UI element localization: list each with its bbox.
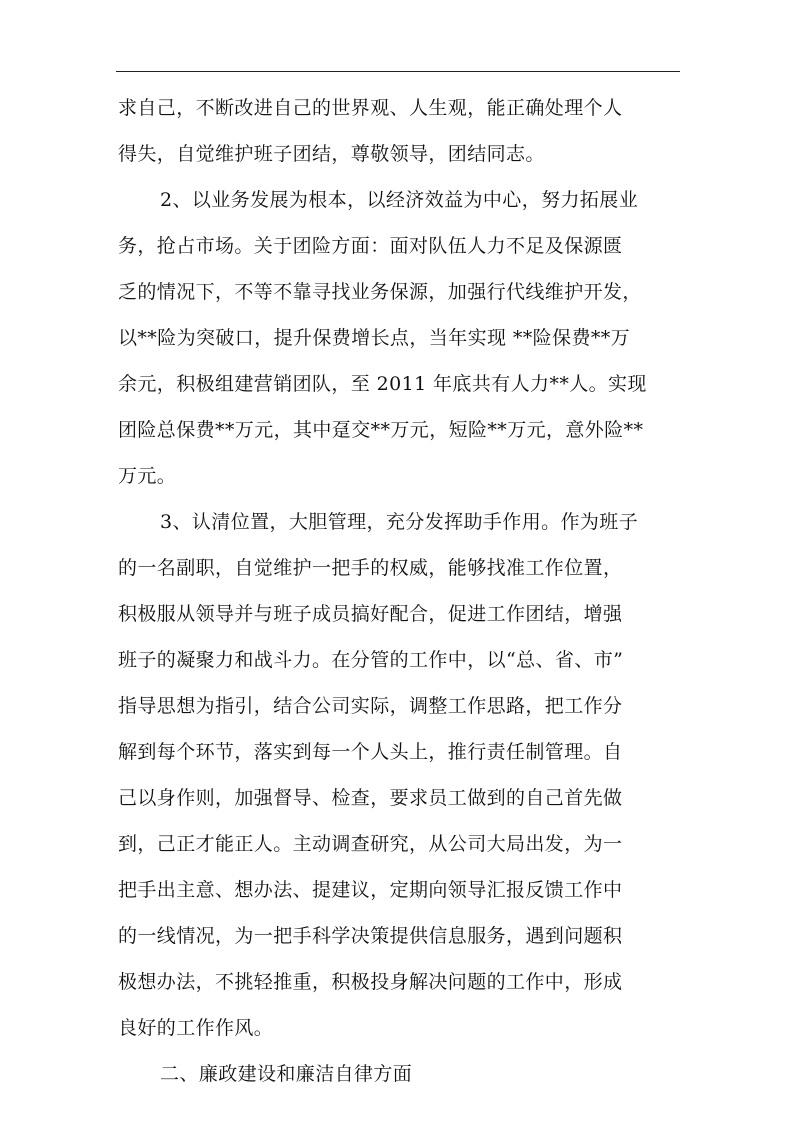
header-rule	[116, 71, 680, 72]
text-line: 己以身作则，加强督导、检查，要求员工做到的自己首先做	[118, 787, 623, 809]
text-line: 余元，积极组建营销团队，至 2011 年底共有人力**人。实现	[118, 373, 647, 395]
text-line: 把手出主意、想办法、提建议，定期向领导汇报反馈工作中	[118, 879, 623, 901]
text-line: 乏的情况下，不等不靠寻找业务保源，加强行代线维护开发，	[118, 281, 642, 303]
text-line: 万元。	[118, 465, 177, 487]
text-line: 到，己正才能正人。主动调查研究，从公司大局出发，为一	[118, 833, 623, 855]
text-line: 得失，自觉维护班子团结，尊敬领导，团结同志。	[118, 143, 545, 165]
text-line: 的一名副职，自觉维护一把手的权威，能够找准工作位置，	[118, 557, 623, 579]
text-line: 求自己，不断改进自己的世界观、人生观，能正确处理个人	[118, 97, 623, 119]
text-line: 良好的工作作风。	[118, 1017, 274, 1039]
section-heading: 二、廉政建设和廉洁自律方面	[160, 1063, 413, 1085]
paragraph-2-start: 2、以业务发展为根本，以经济效益为中心，努力拓展业	[160, 189, 639, 211]
text-line: 的一线情况，为一把手科学决策提供信息服务，遇到问题积	[118, 925, 623, 947]
text-line: 班子的凝聚力和战斗力。在分管的工作中，以“总、省、市”	[118, 649, 624, 671]
text-line: 积极服从领导并与班子成员搞好配合，促进工作团结，增强	[118, 603, 623, 625]
text-line: 解到每个环节，落实到每一个人头上，推行责任制管理。自	[118, 741, 623, 763]
text-line: 团险总保费**万元，其中趸交**万元，短险**万元，意外险**	[118, 419, 644, 441]
text-line: 务，抢占市场。关于团险方面：面对队伍人力不足及保源匮	[118, 235, 623, 257]
text-line: 以**险为突破口，提升保费增长点，当年实现 **险保费**万	[118, 327, 631, 349]
text-line: 极想办法，不挑轻推重，积极投身解决问题的工作中，形成	[118, 971, 623, 993]
paragraph-3-start: 3、认清位置，大胆管理，充分发挥助手作用。作为班子	[160, 511, 639, 533]
text-line: 指导思想为指引，结合公司实际，调整工作思路，把工作分	[118, 695, 623, 717]
